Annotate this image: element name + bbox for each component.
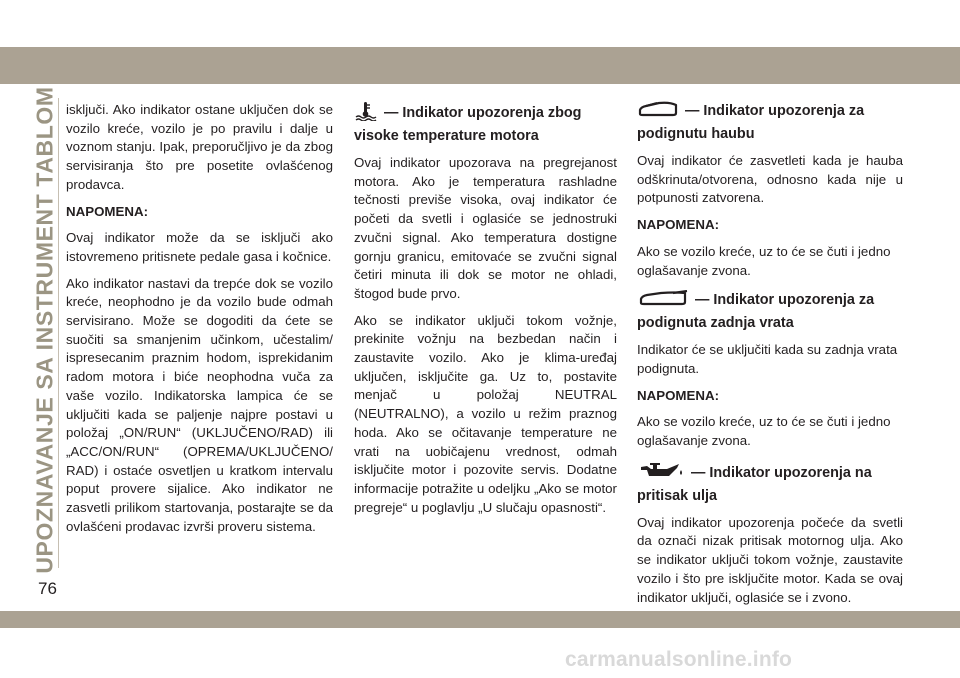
paragraph: Ovaj indikator će zasvetleti kada je hauba odškrinuta/otvorena, odnosno kada nije u potpunosti zatvorena. bbox=[637, 153, 903, 206]
section-heading-liftgate bbox=[637, 290, 903, 333]
note-text: Ako se vozilo kreće, uz to će se čuti i jedno oglašavanje zvona. bbox=[637, 414, 891, 449]
section-heading-text: — Indikator upozorenja na pritisak ulja bbox=[637, 464, 872, 504]
column-middle bbox=[354, 101, 617, 525]
note-title: NAPOMENA: bbox=[66, 203, 148, 219]
note-text: Ovaj indikator može da se isključi ako istovremeno pritisnete pedale gasa i kočnice. bbox=[66, 230, 333, 264]
paragraph: Indikator će se uključiti kada su zadnja vrata podignuta. bbox=[637, 342, 898, 376]
engine-temperature-icon bbox=[354, 101, 378, 127]
section-heading-oil-pressure bbox=[637, 461, 903, 506]
paragraph: Ovaj indikator upozorava na pregrejanost motora. Ako je temperatura rashladne tečnosti previše visoka, ovaj indikator će početi da svetli i oglasiće se jednostruki zvučni signal. Ako temperatura dostigne gornju granicu, emitovaće se zvučni signal četiri minuta ili dok se motor ne ohladi, štogod bude prvo. bbox=[354, 155, 617, 301]
column-left bbox=[66, 101, 333, 544]
paragraph: isključi. Ako indikator ostane uključen dok se vozilo kreće, vozilo je po pravilu i dalje u voznom stanju. Ipak, preporučljivo je da zbog servisiranja što pre posetite ovlašćenog prodavca. bbox=[66, 102, 333, 192]
note-text: Ako se vozilo kreće, uz to će se čuti i jedno oglašavanje zvona. bbox=[637, 243, 891, 278]
chapter-side-title: UPOZNAVANJE SA INSTRUMENT TABLOM bbox=[31, 86, 58, 574]
note-title: NAPOMENA: bbox=[637, 217, 719, 233]
oil-pressure-icon bbox=[637, 461, 685, 487]
page-number: 76 bbox=[38, 579, 57, 598]
hood-open-icon bbox=[637, 101, 679, 125]
column-right bbox=[637, 101, 903, 615]
watermark: carmanualsonline.info bbox=[565, 648, 793, 671]
top-band bbox=[0, 47, 960, 84]
paragraph: Ako se indikator uključi tokom vožnje, prekinite vožnju na bezbedan način i zaustavite vozilo. Ako je klima-uređaj uključen, isključite ga. Uz to, postavite menjač u položaj NEUTRAL (NEUTRALNO), a vozilo u režim praznog hoda. Ako se očitavanje temperature ne vrati na uobičajenu vrednost, odmah isključite motor i pozovite servis. Dodatne informacije potražite u odeljku „Ako se motor pregreje“ u poglavlju „U slučaju opasnosti“. bbox=[354, 312, 617, 515]
section-heading-engine-temperature bbox=[354, 101, 617, 146]
section-heading-hood bbox=[637, 101, 903, 144]
paragraph: Ovaj indikator upozorenja počeće da svetli da označi nizak pritisak motornog ulja. Ako se indikator uključi tokom vožnje, zaustavite vozilo i što pre isključite motor. Kada se ovaj indikator uključi, oglasiće se i zvono. bbox=[637, 514, 903, 605]
side-divider bbox=[58, 98, 59, 568]
section-heading-text: — Indikator upozorenja za podignuta zadnja vrata bbox=[637, 292, 875, 332]
liftgate-open-icon bbox=[637, 290, 689, 314]
section-heading-text: — Indikator upozorenja za podignutu haubu bbox=[637, 103, 865, 142]
section-heading-text: — Indikator upozorenja zbog visoke temperature motora bbox=[354, 105, 582, 144]
note-title: NAPOMENA: bbox=[637, 387, 719, 403]
paragraph: Ako indikator nastavi da trepće dok se vozilo kreće, neophodno je da vozilo bude odmah servisirano. Može se dogoditi da ćete se suočiti sa smanjenim učinkom, učestalim/ ispresecanim praznim hodom, isprekidanim radom motora i biće neophodna vuča za vaše vozilo. Indikatorska lampica će se uključiti kada se paljenje najpre postavi u položaj „ON/RUN“ (UKLJUČENO/RAD) ili „ACC/ON/RUN“ (OPREMA/UKLJUČENO/ RAD) i ostaće osvetljen u kratkom intervalu poput provere sijalice. Ako indikator ne zasvetli prilikom startovanja, postarajte se da ovlašćeni prodavac izvrši proveru sistema. bbox=[66, 275, 333, 534]
